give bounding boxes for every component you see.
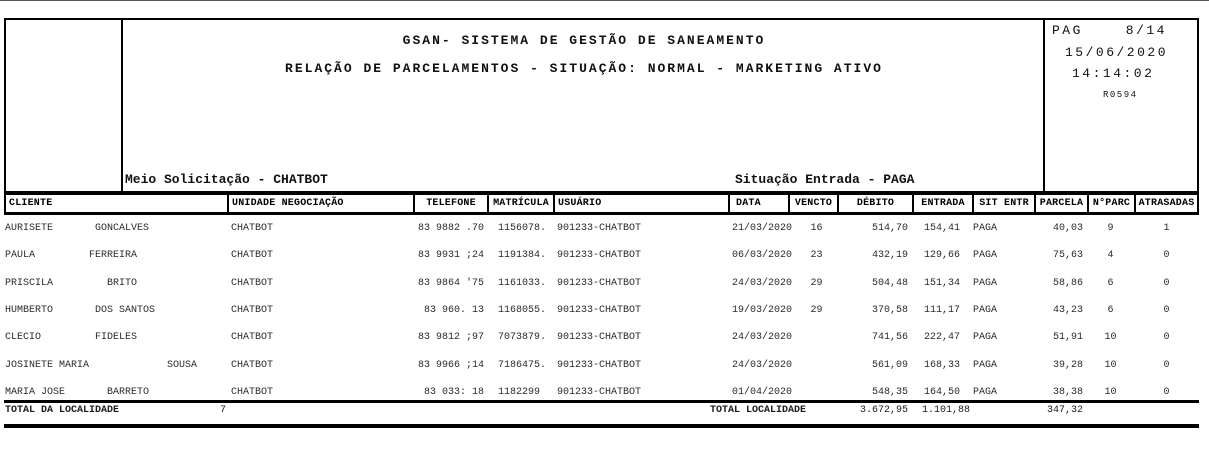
cell-cliente: PAULA FERREIRA — [5, 250, 138, 261]
cell-debito: 741,56 — [871, 332, 908, 343]
cell-unidade: CHATBOT — [231, 332, 274, 343]
table-row — [0, 360, 1209, 387]
cell-data: 19/03/2020 — [732, 305, 793, 316]
table-row — [0, 332, 1209, 359]
totals-bottom-rule — [4, 424, 1199, 428]
column-header-telefone: TELEFONE — [413, 195, 487, 212]
cell-parcela: 40,03 — [1052, 223, 1083, 234]
column-header-cliente: CLIENTE — [9, 198, 53, 209]
cell-usuario: 901233-CHATBOT — [557, 387, 642, 398]
cell-atrasadas: 1 — [1163, 223, 1170, 234]
cell-matricula: 1156078. — [498, 223, 547, 234]
column-header-debito: DÉBITO — [837, 195, 912, 212]
total-label-right: TOTAL LOCALIDADE — [710, 405, 807, 416]
cell-telefone: 83 960. 13 — [418, 305, 485, 316]
column-header-entrada: ENTRADA — [912, 195, 972, 212]
cell-atrasadas: 0 — [1163, 250, 1170, 261]
cell-unidade: CHATBOT — [231, 360, 274, 371]
table-row — [0, 250, 1209, 277]
column-header-data: DATA — [728, 195, 788, 212]
column-header-atrasadas: ATRASADAS — [1134, 195, 1197, 212]
cell-matricula: 1168055. — [498, 305, 547, 316]
cell-cliente: AURISETE GONCALVES — [5, 223, 150, 234]
column-header-unidade: UNIDADE NEGOCIAÇÃO — [227, 195, 413, 212]
cell-cliente: CLECIO FIDELES — [5, 332, 138, 343]
report-subtitle: RELAÇÃO DE PARCELAMENTOS - SITUAÇÃO: NORMAL - MARKETING ATIVO — [285, 61, 883, 76]
total-parcela: 347,32 — [1046, 405, 1083, 416]
total-count: 7 — [220, 405, 227, 416]
column-header-usuario: USUÁRIO — [553, 195, 728, 212]
cell-matricula: 1161033. — [498, 278, 547, 289]
cell-unidade: CHATBOT — [231, 250, 274, 261]
cell-sit-entr: PAGA — [973, 305, 998, 316]
cell-parcela: 43,23 — [1052, 305, 1083, 316]
cell-parcela: 51,91 — [1052, 332, 1083, 343]
cell-unidade: CHATBOT — [231, 387, 274, 398]
totals-top-rule — [4, 400, 1199, 403]
total-localidade-label: TOTAL DA LOCALIDADE — [5, 405, 120, 416]
cell-data: 24/03/2020 — [732, 278, 793, 289]
cell-sit-entr: PAGA — [973, 278, 998, 289]
cell-data: 24/03/2020 — [732, 332, 793, 343]
cell-usuario: 901233-CHATBOT — [557, 360, 642, 371]
cell-entrada: 168,33 — [923, 360, 960, 371]
cell-telefone: 83 9882 .70 — [418, 223, 485, 234]
cell-parcela: 38,38 — [1052, 387, 1083, 398]
cell-debito: 504,48 — [871, 278, 908, 289]
cell-atrasadas: 0 — [1163, 305, 1170, 316]
cell-nparc: 10 — [1104, 332, 1117, 343]
report-date: 15/06/2020 — [1065, 45, 1169, 60]
column-header-parcela: PARCELA — [1034, 195, 1087, 212]
cell-cliente: HUMBERTO DOS SANTOS — [5, 305, 156, 316]
page-top-border — [0, 0, 1209, 1]
table-row — [0, 278, 1209, 305]
cell-cliente: PRISCILA BRITO — [5, 278, 138, 289]
cell-debito: 548,35 — [871, 387, 908, 398]
table-header-row — [4, 193, 1199, 215]
filter-meio-solicitacao: Meio Solicitação - CHATBOT — [125, 172, 328, 187]
report-time: 14:14:02 — [1072, 66, 1155, 81]
cell-atrasadas: 0 — [1163, 332, 1170, 343]
cell-matricula: 1182299 — [498, 387, 541, 398]
cell-telefone: 83 9812 ;97 — [418, 332, 485, 343]
cell-data: 24/03/2020 — [732, 360, 793, 371]
cell-telefone: 83 9966 ;14 — [418, 360, 485, 371]
cell-atrasadas: 0 — [1163, 278, 1170, 289]
cell-data: 21/03/2020 — [732, 223, 793, 234]
column-header-sit-entr: SIT ENTR — [972, 195, 1034, 212]
page-label: PAG — [1052, 23, 1083, 38]
cell-nparc: 4 — [1107, 250, 1114, 261]
cell-nparc: 6 — [1107, 278, 1114, 289]
cell-atrasadas: 0 — [1163, 360, 1170, 371]
cell-parcela: 58,86 — [1052, 278, 1083, 289]
cell-telefone: 83 9864 '75 — [418, 278, 485, 289]
cell-debito: 370,58 — [871, 305, 908, 316]
cell-vencto: 23 — [810, 250, 823, 261]
cell-vencto: 16 — [810, 223, 823, 234]
cell-cliente: MARIA JOSE BARRETO — [5, 387, 150, 398]
filter-situacao-entrada: Situação Entrada - PAGA — [735, 172, 915, 187]
column-header-vencto: VENCTO — [788, 195, 837, 212]
cell-usuario: 901233-CHATBOT — [557, 305, 642, 316]
cell-data: 06/03/2020 — [732, 250, 793, 261]
cell-telefone: 83 9931 ;24 — [418, 250, 485, 261]
cell-sit-entr: PAGA — [973, 360, 998, 371]
cell-usuario: 901233-CHATBOT — [557, 332, 642, 343]
total-debito: 3.672,95 — [859, 405, 908, 416]
cell-debito: 561,09 — [871, 360, 908, 371]
cell-unidade: CHATBOT — [231, 278, 274, 289]
cell-matricula: 1191384. — [498, 250, 547, 261]
cell-entrada: 151,34 — [923, 278, 960, 289]
table-row — [0, 223, 1209, 250]
cell-nparc: 6 — [1107, 305, 1114, 316]
cell-nparc: 9 — [1107, 223, 1114, 234]
cell-sit-entr: PAGA — [973, 387, 998, 398]
cell-parcela: 39,28 — [1052, 360, 1083, 371]
cell-entrada: 111,17 — [923, 305, 960, 316]
cell-unidade: CHATBOT — [231, 223, 274, 234]
cell-sit-entr: PAGA — [973, 223, 998, 234]
total-entrada: 1.101,88 — [921, 405, 970, 416]
cell-matricula: 7073879. — [498, 332, 547, 343]
report-title: GSAN- SISTEMA DE GESTÃO DE SANEAMENTO — [402, 33, 766, 48]
cell-entrada: 154,41 — [923, 223, 960, 234]
cell-debito: 514,70 — [871, 223, 908, 234]
cell-matricula: 7186475. — [498, 360, 547, 371]
cell-entrada: 164,50 — [923, 387, 960, 398]
cell-entrada: 222,47 — [923, 332, 960, 343]
cell-usuario: 901233-CHATBOT — [557, 250, 642, 261]
cell-debito: 432,19 — [871, 250, 908, 261]
cell-vencto: 29 — [810, 278, 823, 289]
cell-nparc: 10 — [1104, 387, 1117, 398]
column-header-matricula: MATRÍCULA — [487, 195, 553, 212]
cell-vencto: 29 — [810, 305, 823, 316]
cell-nparc: 10 — [1104, 360, 1117, 371]
cell-usuario: 901233-CHATBOT — [557, 223, 642, 234]
table-row — [0, 305, 1209, 332]
cell-parcela: 75,63 — [1052, 250, 1083, 261]
cell-atrasadas: 0 — [1163, 387, 1170, 398]
cell-usuario: 901233-CHATBOT — [557, 278, 642, 289]
cell-sit-entr: PAGA — [973, 250, 998, 261]
cell-sit-entr: PAGA — [973, 332, 998, 343]
page-number: 8/14 — [1125, 23, 1167, 38]
cell-entrada: 129,66 — [923, 250, 960, 261]
cell-unidade: CHATBOT — [231, 305, 274, 316]
column-header-nparc: N°PARC — [1087, 195, 1134, 212]
report-code: R0594 — [1103, 90, 1138, 100]
cell-telefone: 83 033: 18 — [418, 387, 485, 398]
cell-data: 01/04/2020 — [732, 387, 793, 398]
cell-cliente: JOSINETE MARIA SOUSA — [5, 360, 198, 371]
